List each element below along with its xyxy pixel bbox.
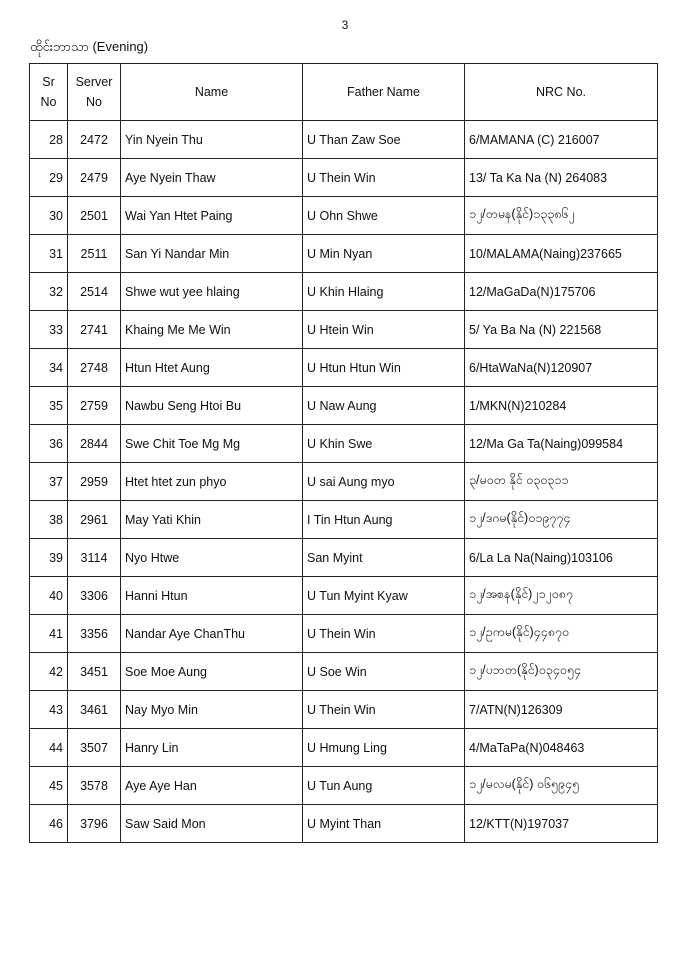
- cell-father-name: U Tun Myint Kyaw: [303, 577, 465, 615]
- cell-nrc-no: ၁၂/မလမ(နိုင်) ၀၆၅၉၄၅: [465, 767, 658, 805]
- cell-sr-no: 39: [30, 539, 68, 577]
- cell-father-name: U Khin Hlaing: [303, 273, 465, 311]
- cell-father-name: U Thein Win: [303, 615, 465, 653]
- cell-nrc-no: 4/MaTaPa(N)048463: [465, 729, 658, 767]
- cell-name: Nandar Aye ChanThu: [121, 615, 303, 653]
- cell-name: Htun Htet Aung: [121, 349, 303, 387]
- header-father-name: Father Name: [303, 64, 465, 121]
- table-row: [30, 653, 658, 691]
- cell-sr-no: 35: [30, 387, 68, 425]
- cell-server-no: 3796: [68, 805, 121, 843]
- cell-sr-no: 33: [30, 311, 68, 349]
- cell-sr-no: 28: [30, 121, 68, 159]
- cell-nrc-no: ၁၂/ဒဂမ(နိုင်)၀၁၉၇၇၄: [465, 501, 658, 539]
- cell-name: Soe Moe Aung: [121, 653, 303, 691]
- roster-table: [29, 63, 658, 843]
- table-row: [30, 197, 658, 235]
- cell-father-name: U Hmung Ling: [303, 729, 465, 767]
- cell-father-name: U Myint Than: [303, 805, 465, 843]
- table-row: [30, 349, 658, 387]
- cell-nrc-no: 12/MaGaDa(N)175706: [465, 273, 658, 311]
- header-name: Name: [121, 64, 303, 121]
- cell-sr-no: 41: [30, 615, 68, 653]
- cell-father-name: San Myint: [303, 539, 465, 577]
- cell-name: Aye Aye Han: [121, 767, 303, 805]
- cell-name: Hanry Lin: [121, 729, 303, 767]
- cell-father-name: I Tin Htun Aung: [303, 501, 465, 539]
- cell-name: Shwe wut yee hlaing: [121, 273, 303, 311]
- header-server-no: Server No: [68, 64, 121, 121]
- cell-sr-no: 46: [30, 805, 68, 843]
- cell-nrc-no: ၁၂/ဥကမ(နိုင်)၄၄၈၇၀: [465, 615, 658, 653]
- cell-sr-no: 36: [30, 425, 68, 463]
- cell-name: May Yati Khin: [121, 501, 303, 539]
- cell-name: San Yi Nandar Min: [121, 235, 303, 273]
- cell-server-no: 2844: [68, 425, 121, 463]
- cell-nrc-no: ၃/မဝတ နိုင် ၀၃၀၃၁၁: [465, 463, 658, 501]
- cell-nrc-no: 5/ Ya Ba Na (N) 221568: [465, 311, 658, 349]
- cell-name: Khaing Me Me Win: [121, 311, 303, 349]
- table-row: [30, 539, 658, 577]
- cell-father-name: U Soe Win: [303, 653, 465, 691]
- cell-sr-no: 42: [30, 653, 68, 691]
- cell-sr-no: 32: [30, 273, 68, 311]
- cell-father-name: U Than Zaw Soe: [303, 121, 465, 159]
- cell-nrc-no: 6/La La Na(Naing)103106: [465, 539, 658, 577]
- cell-name: Swe Chit Toe Mg Mg: [121, 425, 303, 463]
- cell-server-no: 2514: [68, 273, 121, 311]
- table-row: [30, 273, 658, 311]
- cell-father-name: U Htun Htun Win: [303, 349, 465, 387]
- cell-father-name: U Khin Swe: [303, 425, 465, 463]
- cell-father-name: U Tun Aung: [303, 767, 465, 805]
- cell-sr-no: 43: [30, 691, 68, 729]
- cell-nrc-no: ၁၂/ပဘတ(နိုင်)၀၃၄၀၅၄: [465, 653, 658, 691]
- cell-nrc-no: ၁၂/အစန(နိုင်)၂၁၂၀၈၇: [465, 577, 658, 615]
- cell-server-no: 3507: [68, 729, 121, 767]
- cell-name: Nyo Htwe: [121, 539, 303, 577]
- cell-father-name: U Min Nyan: [303, 235, 465, 273]
- cell-nrc-no: 7/ATN(N)126309: [465, 691, 658, 729]
- cell-name: Wai Yan Htet Paing: [121, 197, 303, 235]
- table-row: [30, 235, 658, 273]
- cell-nrc-no: 12/Ma Ga Ta(Naing)099584: [465, 425, 658, 463]
- table-row: [30, 577, 658, 615]
- cell-sr-no: 31: [30, 235, 68, 273]
- cell-sr-no: 45: [30, 767, 68, 805]
- cell-name: Htet htet zun phyo: [121, 463, 303, 501]
- table-row: [30, 121, 658, 159]
- table-row: [30, 729, 658, 767]
- cell-father-name: U Htein Win: [303, 311, 465, 349]
- cell-server-no: 2479: [68, 159, 121, 197]
- table-row: [30, 691, 658, 729]
- cell-nrc-no: 6/HtaWaNa(N)120907: [465, 349, 658, 387]
- table-row: [30, 387, 658, 425]
- cell-nrc-no: 12/KTT(N)197037: [465, 805, 658, 843]
- cell-father-name: U Ohn Shwe: [303, 197, 465, 235]
- cell-nrc-no: 13/ Ta Ka Na (N) 264083: [465, 159, 658, 197]
- cell-name: Nawbu Seng Htoi Bu: [121, 387, 303, 425]
- table-row: [30, 463, 658, 501]
- cell-server-no: 2472: [68, 121, 121, 159]
- section-title: ထိုင်းဘာသာ (Evening): [30, 39, 149, 54]
- cell-server-no: 2959: [68, 463, 121, 501]
- cell-nrc-no: 10/MALAMA(Naing)237665: [465, 235, 658, 273]
- cell-father-name: U sai Aung myo: [303, 463, 465, 501]
- cell-nrc-no: ၁၂/တမန(နိုင်)၁၃၃၈၆၂: [465, 197, 658, 235]
- table-row: [30, 501, 658, 539]
- table-header-row: [30, 64, 658, 121]
- cell-server-no: 3578: [68, 767, 121, 805]
- cell-server-no: 2511: [68, 235, 121, 273]
- cell-server-no: 3114: [68, 539, 121, 577]
- table-row: [30, 767, 658, 805]
- cell-sr-no: 34: [30, 349, 68, 387]
- cell-sr-no: 30: [30, 197, 68, 235]
- cell-father-name: U Naw Aung: [303, 387, 465, 425]
- cell-server-no: 3356: [68, 615, 121, 653]
- cell-sr-no: 29: [30, 159, 68, 197]
- table-row: [30, 425, 658, 463]
- cell-server-no: 2501: [68, 197, 121, 235]
- cell-server-no: 2741: [68, 311, 121, 349]
- cell-sr-no: 37: [30, 463, 68, 501]
- cell-name: Saw Said Mon: [121, 805, 303, 843]
- cell-nrc-no: 1/MKN(N)210284: [465, 387, 658, 425]
- cell-sr-no: 38: [30, 501, 68, 539]
- cell-name: Nay Myo Min: [121, 691, 303, 729]
- cell-name: Yin Nyein Thu: [121, 121, 303, 159]
- cell-sr-no: 40: [30, 577, 68, 615]
- cell-name: Hanni Htun: [121, 577, 303, 615]
- cell-nrc-no: 6/MAMANA (C) 216007: [465, 121, 658, 159]
- cell-server-no: 2961: [68, 501, 121, 539]
- page-number: 3: [341, 18, 349, 32]
- cell-server-no: 2748: [68, 349, 121, 387]
- table-row: [30, 615, 658, 653]
- cell-server-no: 2759: [68, 387, 121, 425]
- cell-name: Aye Nyein Thaw: [121, 159, 303, 197]
- cell-server-no: 3451: [68, 653, 121, 691]
- table-row: [30, 805, 658, 843]
- cell-server-no: 3461: [68, 691, 121, 729]
- cell-server-no: 3306: [68, 577, 121, 615]
- header-nrc-no: NRC No.: [465, 64, 658, 121]
- cell-sr-no: 44: [30, 729, 68, 767]
- cell-father-name: U Thein Win: [303, 159, 465, 197]
- cell-father-name: U Thein Win: [303, 691, 465, 729]
- table-row: [30, 311, 658, 349]
- header-sr-no: Sr No: [30, 64, 68, 121]
- table-row: [30, 159, 658, 197]
